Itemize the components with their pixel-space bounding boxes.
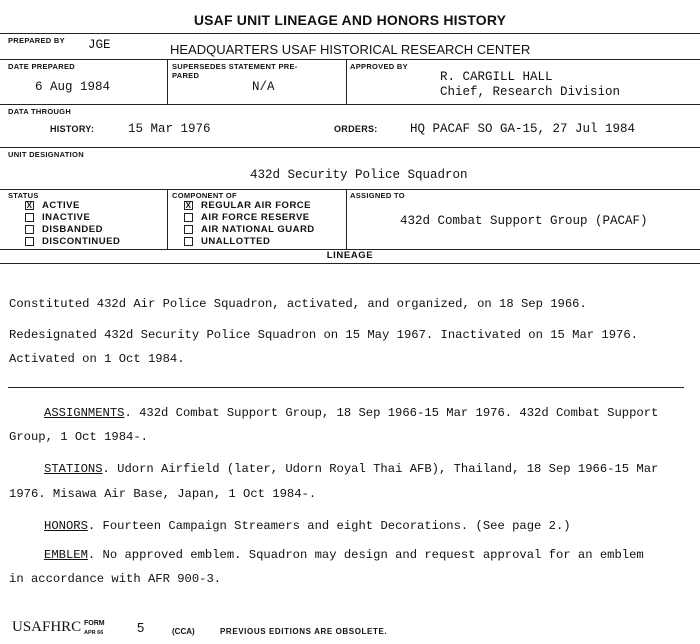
history-label: HISTORY: (50, 124, 95, 134)
component-guard: AIR NATIONAL GUARD (184, 224, 315, 235)
unit-designation-label: UNIT DESIGNATION (8, 150, 84, 159)
honors-heading: HONORS (44, 519, 88, 533)
lineage-header: LINEAGE (326, 250, 374, 261)
rule (346, 189, 347, 249)
rule (0, 147, 700, 148)
footer-form-number: 5 (137, 620, 145, 635)
rule (0, 33, 700, 34)
assignments-line: ASSIGNMENTS. 432d Combat Support Group, 18 Sep 1966-15 Mar 1976. 432d Combat Support (44, 406, 659, 420)
component-reserve: AIR FORCE RESERVE (184, 212, 310, 223)
rule (167, 189, 168, 249)
supersedes-label-line2: PARED (172, 71, 200, 80)
assigned-to-value: 432d Combat Support Group (PACAF) (400, 214, 648, 228)
prepared-by-org: HEADQUARTERS USAF HISTORICAL RESEARCH CENTER (170, 42, 531, 57)
supersedes-label: SUPERSEDES STATEMENT PRE- (172, 62, 298, 71)
footer-org: USAFHRC (12, 619, 82, 635)
component-label: COMPONENT OF (172, 191, 237, 200)
form-title: USAF UNIT LINEAGE AND HONORS HISTORY (193, 12, 507, 28)
checkbox-checked: X (26, 201, 33, 210)
footer-notice: PREVIOUS EDITIONS ARE OBSOLETE. (220, 627, 388, 636)
rule (0, 189, 700, 190)
emblem-line: in accordance with AFR 900-3. (9, 572, 222, 586)
status-label: STATUS (8, 191, 39, 200)
status-discontinued: DISCONTINUED (25, 236, 120, 247)
emblem-line: EMBLEM. No approved emblem. Squadron may design and request approval for an emblem (44, 548, 644, 562)
assignments-line: Group, 1 Oct 1984-. (9, 430, 148, 444)
prepared-by-initials: JGE (88, 38, 111, 52)
lineage-line: Constituted 432d Air Police Squadron, activated, and organized, on 18 Sep 1966. (9, 297, 587, 311)
footer-cca: (CCA) (172, 627, 195, 636)
checkbox (184, 213, 193, 222)
orders-label: ORDERS: (334, 124, 378, 134)
checkbox (25, 225, 34, 234)
section-divider (8, 387, 684, 388)
date-prepared-label: DATE PREPARED (8, 62, 75, 71)
honors-line: HONORS. Fourteen Campaign Streamers and eight Decorations. (See page 2.) (44, 519, 571, 533)
emblem-heading: EMBLEM (44, 548, 88, 562)
status-disbanded: DISBANDED (25, 224, 103, 235)
checkbox (184, 237, 193, 246)
rule (0, 104, 700, 105)
status-inactive: INACTIVE (25, 212, 90, 223)
history-value: 15 Mar 1976 (128, 122, 211, 136)
orders-value: HQ PACAF SO GA-15, 27 Jul 1984 (410, 122, 636, 136)
footer-form-label: FORM (84, 620, 105, 627)
stations-heading: STATIONS (44, 462, 103, 476)
prepared-by-label: PREPARED BY (8, 36, 65, 45)
stations-line: 1976. Misawa Air Base, Japan, 1 Oct 1984-. (9, 487, 317, 501)
data-through-label: DATA THROUGH (8, 107, 72, 116)
rule (167, 59, 168, 104)
component-regular: X REGULAR AIR FORCE (185, 200, 312, 211)
rule (0, 59, 700, 60)
approved-by-title: Chief, Research Division (440, 85, 621, 99)
assigned-to-label: ASSIGNED TO (350, 191, 405, 200)
checkbox (25, 213, 34, 222)
status-active: X ACTIVE (26, 200, 80, 211)
approved-by-label: APPROVED BY (350, 62, 408, 71)
component-unallotted: UNALLOTTED (184, 236, 270, 247)
lineage-line: Activated on 1 Oct 1984. (9, 352, 185, 366)
approved-by-name: R. CARGILL HALL (440, 70, 553, 84)
date-prepared-value: 6 Aug 1984 (35, 80, 111, 94)
unit-designation-value: 432d Security Police Squadron (250, 168, 468, 182)
rule (0, 263, 700, 264)
checkbox-checked: X (185, 201, 192, 210)
rule (346, 59, 347, 104)
checkbox (184, 225, 193, 234)
footer-form-date: APR 66 (84, 630, 104, 636)
stations-line: STATIONS. Udorn Airfield (later, Udorn Royal Thai AFB), Thailand, 18 Sep 1966-15 Mar (44, 462, 659, 476)
supersedes-value: N/A (252, 80, 275, 94)
checkbox (25, 237, 34, 246)
assignments-heading: ASSIGNMENTS (44, 406, 125, 420)
lineage-line: Redesignated 432d Security Police Squadron on 15 May 1967. Inactivated on 15 Mar 1976. (9, 328, 638, 342)
